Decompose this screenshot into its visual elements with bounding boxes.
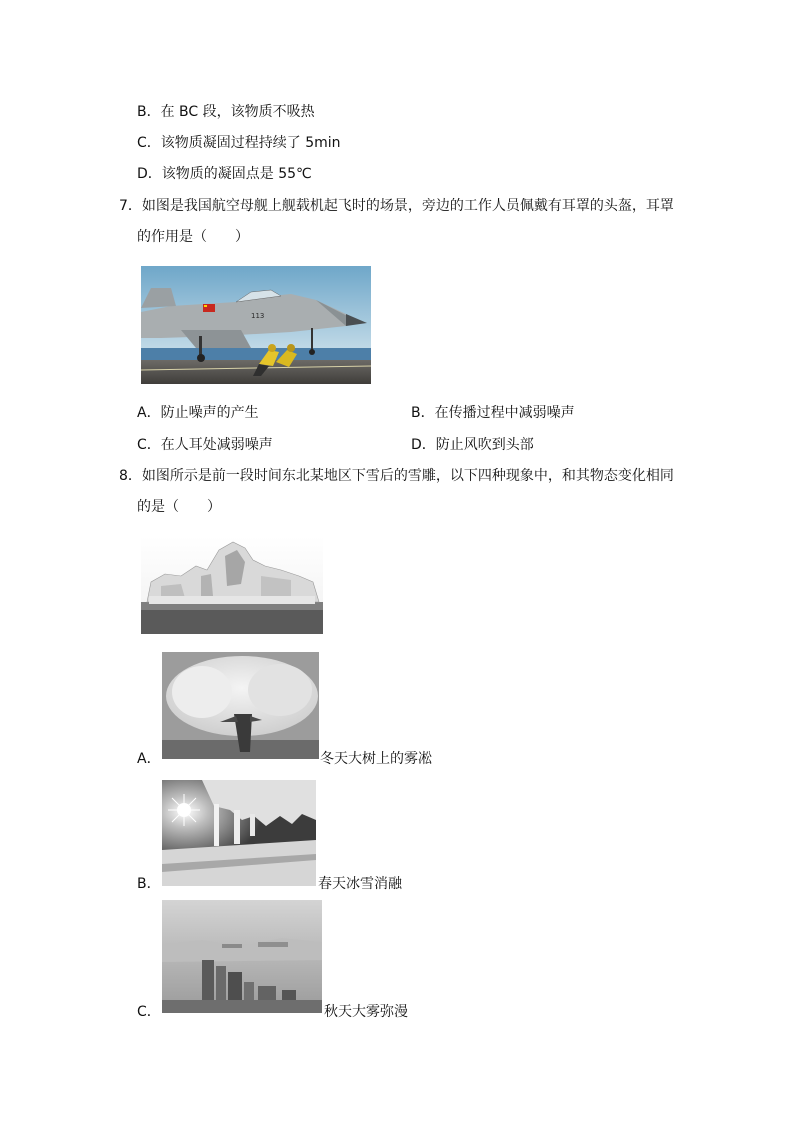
q6-option-b: B．在 BC 段，该物质不吸热 [137,104,315,120]
q7-option-c: C．在人耳处减弱噪声 [137,437,273,453]
q8-option-a-caption: 冬天大树上的雾凇 [320,751,432,767]
q8-option-c-caption: 秋天大雾弥漫 [324,1004,408,1020]
q7-carrier-jet-image [141,266,371,384]
q8-stem-line1: 8．如图所示是前一段时间东北某地区下雪后的雪雕，以下四种现象中，和其物态变化相同 [119,468,674,484]
q6-option-d: D．该物质的凝固点是 55℃ [137,166,312,182]
q8-option-a-rime-tree-image [162,652,319,759]
q7-stem-line2: 的作用是（ ） [137,229,249,245]
q8-option-c-fog-city-image [162,900,322,1013]
q8-option-a-letter: A． [137,751,161,767]
jet-number-label: 113 [251,312,265,320]
q8-stem-line2: 的是（ ） [137,499,221,515]
q7-option-d: D．防止风吹到头部 [411,437,534,453]
q7-option-b: B．在传播过程中减弱噪声 [411,405,575,421]
q8-option-c-letter: C． [137,1004,161,1020]
q7-stem-line1: 7．如图是我国航空母舰上舰载机起飞时的场景，旁边的工作人员佩戴有耳罩的头盔，耳罩 [119,198,674,214]
q8-snow-sculpture-image [141,536,323,634]
q6-option-c: C．该物质凝固过程持续了 5min [137,135,341,151]
q8-option-b-melting-ice-image [162,780,316,886]
q8-option-b-letter: B． [137,876,161,892]
q8-option-b-caption: 春天冰雪消融 [318,876,402,892]
q7-option-a: A．防止噪声的产生 [137,405,259,421]
